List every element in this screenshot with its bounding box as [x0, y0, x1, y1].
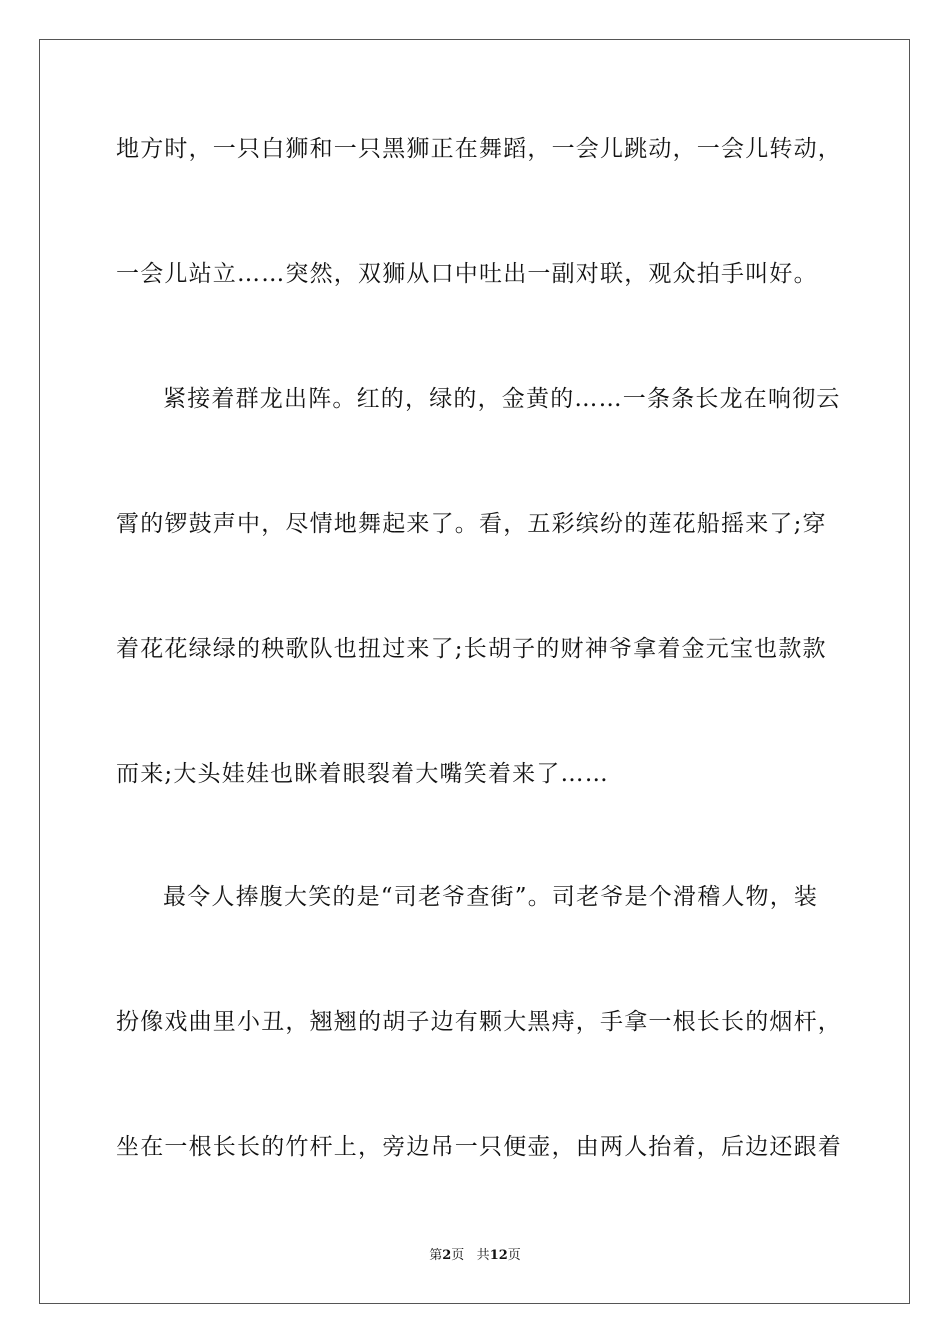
total-pages: 12 — [489, 1248, 508, 1263]
page-prefix: 第 — [429, 1248, 443, 1263]
text-line-8: 扮像戏曲里小丑，翘翘的胡子边有颗大黑痔，手拿一根长长的烟杆， — [116, 1009, 842, 1035]
page-number: 2 — [442, 1248, 452, 1263]
text-line-7: 最令人捧腹大笑的是“司老爷查街”。司老爷是个滑稽人物，装 — [163, 884, 819, 910]
page-footer — [0, 1248, 950, 1264]
text-line-4: 霄的锣鼓声中，尽情地舞起来了。看，五彩缤纷的莲花船摇来了;穿 — [116, 511, 827, 537]
total-suffix: 页 — [507, 1248, 521, 1263]
page-suffix: 页 — [451, 1248, 465, 1263]
page-border — [39, 39, 910, 1304]
text-line-5: 着花花绿绿的秧歌队也扭过来了;长胡子的财神爷拿着金元宝也款款 — [116, 636, 827, 662]
text-line-3: 紧接着群龙出阵。红的，绿的，金黄的……一条条长龙在响彻云 — [163, 386, 841, 412]
text-line-6: 而来;大头娃娃也眯着眼裂着大嘴笑着来了…… — [116, 761, 609, 787]
text-line-1: 地方时，一只白狮和一只黑狮正在舞蹈，一会儿跳动，一会儿转动， — [116, 136, 842, 162]
text-line-2: 一会儿站立……突然，双狮从口中吐出一副对联，观众拍手叫好。 — [116, 261, 818, 287]
text-line-9: 坐在一根长长的竹杆上，旁边吊一只便壶，由两人抬着，后边还跟着 — [116, 1134, 842, 1160]
total-prefix: 共 — [476, 1248, 490, 1263]
